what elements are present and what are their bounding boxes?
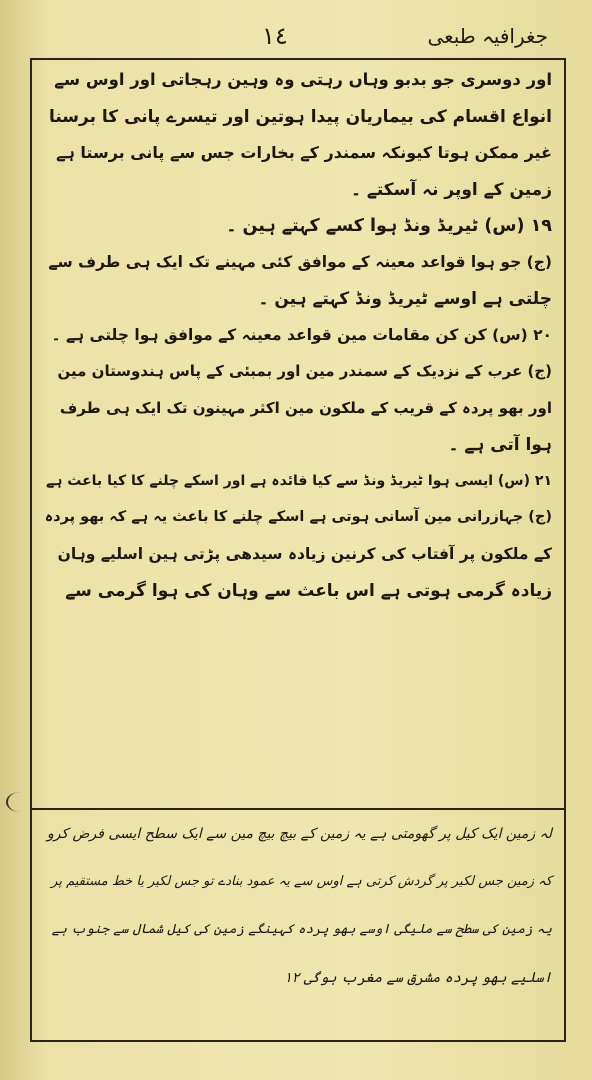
text-line: کے ملکون پر آفتاب کی کرنین زیادہ سیدھی پڑتی ہین اسلیے وہان bbox=[57, 544, 552, 563]
text-line: غیر ممکن ہوتا کیونکہ سمندر کے بخارات جس سے پانی برستا ہے bbox=[56, 143, 552, 162]
footnote-line: کہ زمین جس لکیر پر گردش کرتی ہے اوس سے یہ عمود بنادے تو جس لکیر یا خط مستقیم پر bbox=[51, 874, 552, 889]
answer-line: (ج) عرب کے نزدیک کے سمندر مین اور بمبئی کے پاس ہندوستان مین bbox=[57, 362, 552, 380]
footnote-line: لہ زمین ایک کیل پر گھومتی ہے یہ زمین کے بیچ بیچ مین سے ایک سطح ایسی فرض کرو bbox=[46, 826, 552, 842]
footnote-line: اسلیے بھو پردہ مشرق سے مغرب ہوگی ١٢ bbox=[284, 970, 552, 986]
question-line: ٢٠ (س) کن کن مقامات مین قواعد معینہ کے موافق ہوا چلتی ہے ۔ bbox=[51, 325, 552, 344]
page-number: ١٤ bbox=[262, 22, 288, 50]
text-line: اور بھو پردہ کے قریب کے ملکون مین اکثر مہینون تک ایک ہی طرف bbox=[59, 398, 552, 417]
text-line: زمین کے اوپر نہ آسکتے ۔ bbox=[351, 179, 552, 200]
answer-line: (ج) جہازرانی مین آسانی ہوتی ہے اسکے چلنے کا باعث یہ ہے کہ بھو پردہ bbox=[44, 509, 552, 525]
question-line: ٢١ (س) ایسی ہوا ٹیریڈ ونڈ سے کیا فائدہ ہے اور اسکے چلنے کا کیا باعث ہے bbox=[46, 472, 552, 489]
question-line: ١٩ (س) ٹیریڈ ونڈ ہوا کسے کہتے ہین ۔ bbox=[226, 216, 552, 236]
main-text bbox=[44, 72, 552, 620]
text-line: ہوا آتی ہے ۔ bbox=[448, 435, 552, 455]
footnote-divider bbox=[30, 808, 564, 810]
answer-line: (ج) جو ہوا قواعد معینہ کے موافق کئی مہینے تک ایک ہی طرف سے bbox=[48, 252, 552, 271]
page-header bbox=[0, 22, 592, 52]
margin-bracket-mark bbox=[6, 792, 34, 812]
text-line: چلتی ہے اوسے ٹیریڈ ونڈ کہتے ہین ۔ bbox=[258, 289, 552, 309]
running-title: جغرافیہ طبعی bbox=[427, 24, 548, 48]
text-line: زیادہ گرمی ہوتی ہے اس باعث سے وہان کی ہوا گرمی سے bbox=[65, 581, 552, 601]
text-line: انواع اقسام کی بیماریان پیدا ہوتین اور تیسرے پانی کا برسنا bbox=[48, 106, 552, 127]
footnote-section bbox=[44, 826, 552, 1018]
footnote-line: یہ زمین کی سطح سے ملیگی اوسے بھو پردہ کہینگے زمین کی کیل شمال سے جنوب ہے bbox=[51, 922, 552, 937]
text-line: اور دوسری جو بدبو وہاں رہتی وہ وہین رہجاتی اور اوس سے bbox=[54, 70, 552, 89]
